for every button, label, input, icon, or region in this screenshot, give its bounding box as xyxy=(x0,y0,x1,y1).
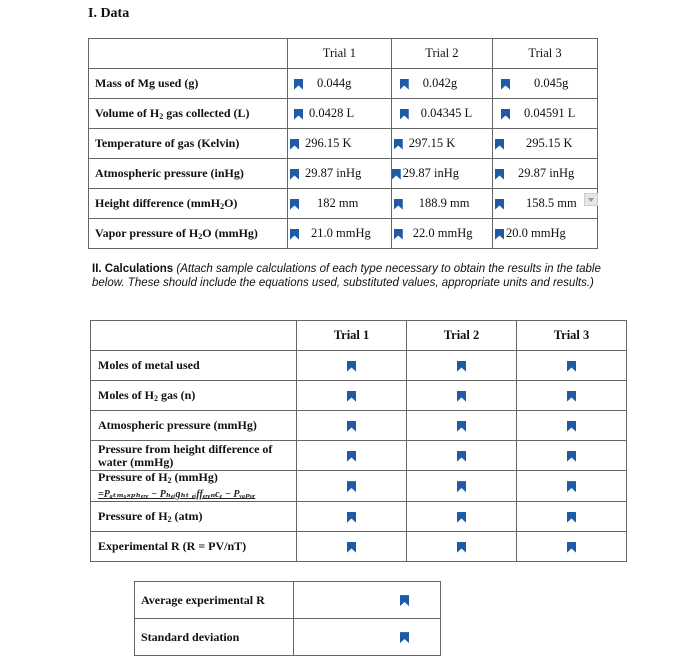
flag-icon[interactable] xyxy=(294,109,303,120)
calc-cell xyxy=(517,411,627,441)
row-label: Standard deviation xyxy=(135,619,294,656)
summary-table xyxy=(134,581,441,656)
row-label: Vapor pressure of $H_2O$ (mmHg) xyxy=(89,219,288,249)
flag-icon[interactable] xyxy=(567,391,576,402)
calc-cell xyxy=(297,471,407,502)
flag-icon[interactable] xyxy=(495,229,504,240)
data-value: 21.0 mmHg xyxy=(311,226,371,240)
data-cell xyxy=(391,99,492,129)
data-value: 297.15 K xyxy=(408,136,456,150)
calc-row-moles-h2 xyxy=(91,381,627,411)
data-table-corner xyxy=(89,39,288,69)
flag-icon[interactable] xyxy=(567,481,576,492)
data-cell xyxy=(288,129,392,159)
calculation-table xyxy=(90,320,627,562)
data-cell xyxy=(493,99,598,129)
data-cell xyxy=(493,189,598,219)
data-value: 0.044g xyxy=(317,76,352,90)
calc-cell xyxy=(407,411,517,441)
calc-cell xyxy=(297,351,407,381)
flag-icon[interactable] xyxy=(457,481,466,492)
summary-row-std-dev xyxy=(135,619,441,656)
row-label: Height difference (mmH$_2$O) xyxy=(89,189,288,219)
data-cell xyxy=(288,189,392,219)
data-value: 0.0428 L xyxy=(309,106,355,120)
calc-row-height-pressure xyxy=(91,441,627,471)
flag-icon[interactable] xyxy=(457,451,466,462)
data-value: 20.0 mmHg xyxy=(506,226,566,240)
data-cell xyxy=(493,219,598,249)
flag-icon[interactable] xyxy=(400,109,409,120)
data-value: 182 mm xyxy=(317,196,359,210)
row-label: Pressure of $H_2$ (atm) xyxy=(91,502,297,532)
row-label: Pressure from height difference of water (mmHg) xyxy=(91,441,297,471)
flag-icon[interactable] xyxy=(567,421,576,432)
row-label: Average experimental R xyxy=(135,582,294,619)
flag-icon[interactable] xyxy=(290,169,299,180)
flag-icon[interactable] xyxy=(347,512,356,523)
flag-icon[interactable] xyxy=(457,512,466,523)
calc-cell xyxy=(407,471,517,502)
row-label: Atmospheric pressure (inHg) xyxy=(89,159,288,189)
flag-icon[interactable] xyxy=(347,451,356,462)
dropdown-arrow-icon[interactable] xyxy=(584,193,598,206)
flag-icon[interactable] xyxy=(501,109,510,120)
flag-icon[interactable] xyxy=(394,139,403,150)
calc-cell xyxy=(517,532,627,562)
data-row-atm-pressure xyxy=(89,159,598,189)
data-value: 295.15 K xyxy=(526,136,573,150)
flag-icon[interactable] xyxy=(290,229,299,240)
row-label: Experimental R (R = PV/nT) xyxy=(91,532,297,562)
row-label: Moles of metal used xyxy=(91,351,297,381)
data-header-trial-3: Trial 3 xyxy=(493,39,598,69)
pressure-formula: =Pₐₜₘₒₛₚₕₑᵣₑ − Pₕₑᵢgₕₜ ₑᵢffₑᵣₑₙcₑ − Pᵥₐₚₒᵣ xyxy=(98,489,256,500)
flag-icon[interactable] xyxy=(495,199,504,210)
calc-cell xyxy=(297,411,407,441)
calc-header-trial-2: Trial 2 xyxy=(407,321,517,351)
calc-row-atm-pressure xyxy=(91,411,627,441)
data-cell xyxy=(288,69,392,99)
data-cell xyxy=(391,129,492,159)
data-row-temperature xyxy=(89,129,598,159)
flag-icon[interactable] xyxy=(400,632,409,643)
calc-number: II. xyxy=(92,263,102,275)
data-value: 0.042g xyxy=(422,76,458,90)
row-label: Mass of Mg used (g) xyxy=(89,69,288,99)
flag-icon[interactable] xyxy=(495,139,504,150)
calc-cell xyxy=(297,441,407,471)
calc-cell xyxy=(407,532,517,562)
flag-icon[interactable] xyxy=(392,169,401,180)
flag-icon[interactable] xyxy=(347,421,356,432)
summary-cell xyxy=(294,619,441,656)
flag-icon[interactable] xyxy=(567,512,576,523)
summary-cell xyxy=(294,582,441,619)
data-value: 29.87 inHg xyxy=(518,166,575,180)
calc-cell xyxy=(517,471,627,502)
row-label: Atmospheric pressure (mmHg) xyxy=(91,411,297,441)
data-value: 0.04591 L xyxy=(524,106,576,120)
data-cell xyxy=(288,159,392,189)
calculations-instructions xyxy=(92,262,612,290)
calc-cell xyxy=(407,351,517,381)
flag-icon[interactable] xyxy=(347,391,356,402)
data-table xyxy=(88,38,598,249)
row-label: Pressure of $H_2$ (mmHg) =Pₐₜₘₒₛₚₕₑᵣₑ − Pₕₑᵢgₕₜ ₑᵢffₑᵣₑₙcₑ − Pᵥₐₚₒᵣ xyxy=(91,471,297,502)
calc-row-experimental-r xyxy=(91,532,627,562)
calc-cell xyxy=(517,502,627,532)
data-cell xyxy=(288,219,392,249)
data-value: 296.15 K xyxy=(305,136,352,150)
data-header-trial-1: Trial 1 xyxy=(288,39,392,69)
data-cell xyxy=(391,189,492,219)
data-row-vapor-pressure xyxy=(89,219,598,249)
data-value: 29.87 inHg xyxy=(305,166,362,180)
flag-icon[interactable] xyxy=(347,361,356,372)
calc-header-trial-3: Trial 3 xyxy=(517,321,627,351)
flag-icon[interactable] xyxy=(294,79,303,90)
calc-cell xyxy=(407,441,517,471)
data-cell xyxy=(391,219,492,249)
data-value: 188.9 mm xyxy=(418,196,470,210)
data-cell xyxy=(391,69,492,99)
calc-table-corner xyxy=(91,321,297,351)
data-value: 158.5 mm xyxy=(526,196,577,210)
data-table-header-row xyxy=(89,39,598,69)
calc-header-row xyxy=(91,321,627,351)
calc-cell xyxy=(407,502,517,532)
calc-cell xyxy=(297,532,407,562)
data-header-trial-2: Trial 2 xyxy=(391,39,492,69)
calc-heading: Calculations xyxy=(104,263,174,275)
flag-icon[interactable] xyxy=(290,199,299,210)
flag-icon[interactable] xyxy=(394,199,403,210)
data-cell xyxy=(391,159,492,189)
calc-cell xyxy=(517,441,627,471)
data-value: 22.0 mmHg xyxy=(412,226,473,240)
data-value: 0.04345 L xyxy=(420,106,473,120)
data-value: 29.87 inHg xyxy=(402,166,459,180)
flag-icon[interactable] xyxy=(347,542,356,553)
data-row-mass xyxy=(89,69,598,99)
calc-row-pressure-h2-atm xyxy=(91,502,627,532)
flag-icon[interactable] xyxy=(394,229,403,240)
summary-row-average-r xyxy=(135,582,441,619)
flag-icon[interactable] xyxy=(567,451,576,462)
flag-icon[interactable] xyxy=(290,139,299,150)
calc-header-trial-1: Trial 1 xyxy=(297,321,407,351)
calc-cell xyxy=(407,381,517,411)
flag-icon[interactable] xyxy=(400,79,409,90)
flag-icon[interactable] xyxy=(495,169,504,180)
data-cell xyxy=(288,99,392,129)
calc-cell xyxy=(517,381,627,411)
calc-cell xyxy=(297,381,407,411)
flag-icon[interactable] xyxy=(457,391,466,402)
row-label: Temperature of gas (Kelvin) xyxy=(89,129,288,159)
data-cell xyxy=(493,129,598,159)
flag-icon[interactable] xyxy=(567,542,576,553)
row-label: Volume of $H_2$ gas collected (L) xyxy=(89,99,288,129)
calc-cell xyxy=(297,502,407,532)
flag-icon[interactable] xyxy=(457,421,466,432)
row-label: Moles of $H_2$ gas (n) xyxy=(91,381,297,411)
data-value: 0.045g xyxy=(534,76,569,90)
flag-icon[interactable] xyxy=(347,481,356,492)
flag-icon[interactable] xyxy=(457,542,466,553)
flag-icon[interactable] xyxy=(501,79,510,90)
flag-icon[interactable] xyxy=(457,361,466,372)
data-cell xyxy=(493,69,598,99)
data-cell xyxy=(493,159,598,189)
flag-icon[interactable] xyxy=(400,595,409,606)
calc-row-moles-metal xyxy=(91,351,627,381)
calc-cell xyxy=(517,351,627,381)
data-row-height-diff xyxy=(89,189,598,219)
data-row-volume xyxy=(89,99,598,129)
calc-row-pressure-h2-mmhg xyxy=(91,471,627,502)
section-title-data: I. Data xyxy=(88,6,130,21)
calc-instructions-text: (Attach sample calculations of each type necessary to obtain the results in the table below. These should include the equations used, substituted values, appropriate units and results.) xyxy=(92,263,601,289)
flag-icon[interactable] xyxy=(567,361,576,372)
